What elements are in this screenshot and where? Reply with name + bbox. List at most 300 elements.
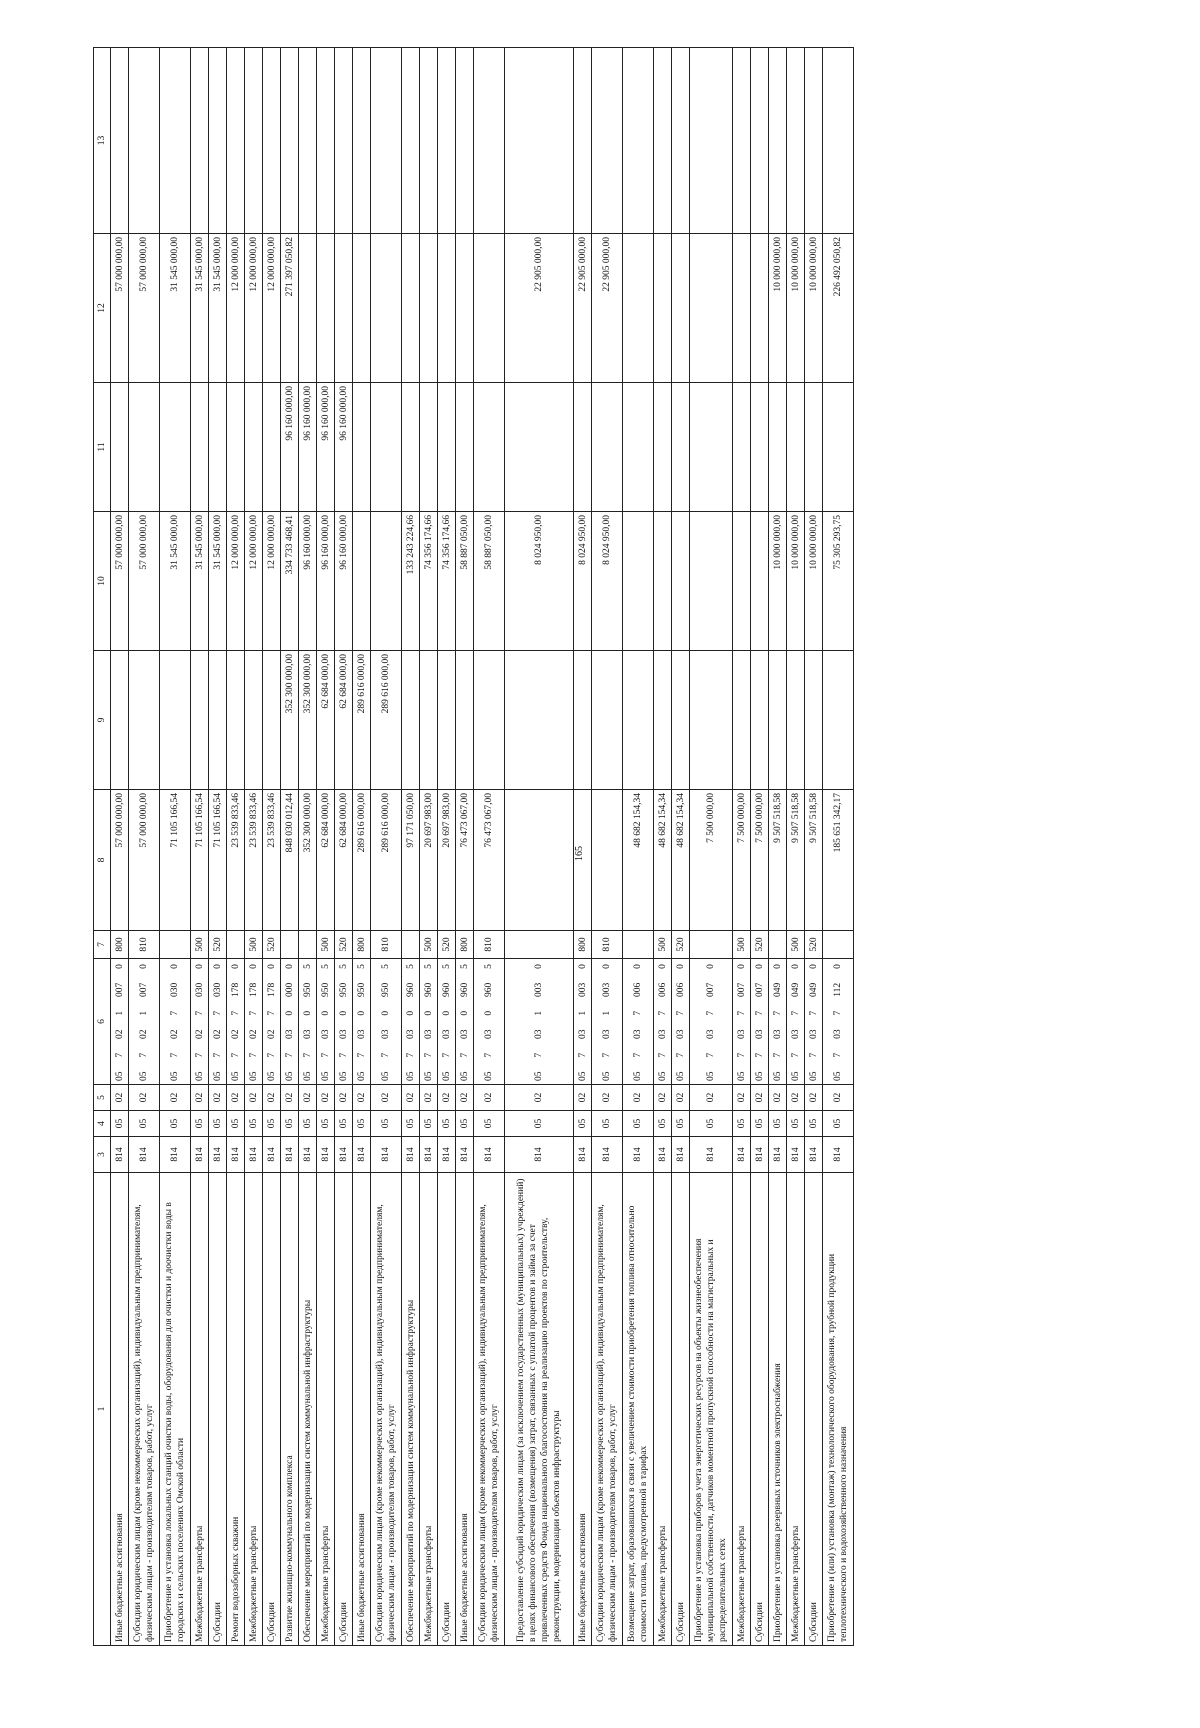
admin-code-cell: 814 — [592, 1137, 623, 1173]
amount-col-9-cell — [263, 651, 281, 790]
expense-type-cell — [823, 931, 854, 959]
amount-col-10-cell: 133 243 224,66 — [402, 512, 420, 651]
amount-col-9-cell — [111, 651, 129, 790]
amount-col-8-cell: 23 539 833,46 — [263, 790, 281, 931]
amount-col-8-cell: 23 539 833,46 — [227, 790, 245, 931]
amount-col-8-cell: 71 105 166,54 — [160, 790, 191, 931]
row-name-cell: Иные бюджетные ассигнования — [456, 1173, 474, 1646]
amount-col-10-cell: 58 887 050,00 — [474, 512, 505, 651]
target-article-part: 960 — [459, 982, 470, 997]
row-name-cell: Межбюджетные трансферты — [317, 1173, 335, 1646]
admin-code-cell: 814 — [474, 1137, 505, 1173]
target-article-part: 0 — [423, 1010, 434, 1016]
amount-col-8-cell: 185 651 342,17 — [823, 790, 854, 931]
target-article-parts — [338, 962, 350, 1081]
amount-col-8-cell: 57 000 000,00 — [129, 790, 160, 931]
target-article-part: 05 — [657, 1071, 668, 1081]
row-name-cell: Межбюджетные трансферты — [654, 1173, 672, 1646]
target-article-cell — [402, 959, 420, 1085]
section-code-cell: 05 — [227, 1111, 245, 1137]
target-article-part: 007 — [706, 982, 716, 997]
row-name-cell: Субсидии — [805, 1173, 823, 1646]
expense-type-cell: 520 — [805, 931, 823, 959]
section-code-cell: 05 — [160, 1111, 191, 1137]
target-article-cell — [227, 959, 245, 1085]
subsection-code-cell: 02 — [438, 1085, 456, 1111]
table-row — [129, 48, 160, 1646]
target-article-part: 0 — [706, 964, 716, 969]
target-article-part: 950 — [302, 982, 313, 997]
table-row — [574, 48, 592, 1646]
table-row — [111, 48, 129, 1646]
target-article-part: 178 — [248, 982, 259, 997]
target-article-part: 7 — [736, 1052, 747, 1058]
amount-col-13-cell — [672, 48, 690, 234]
amount-col-10-cell — [672, 512, 690, 651]
target-article-part: 03 — [706, 1029, 716, 1039]
expense-type-cell: 810 — [371, 931, 402, 959]
admin-code-cell: 814 — [690, 1137, 733, 1173]
amount-col-10-cell: 96 160 000,00 — [299, 512, 317, 651]
target-article-part: 03 — [405, 1029, 416, 1039]
expense-type-cell — [769, 931, 787, 959]
subsection-code-cell: 02 — [245, 1085, 263, 1111]
col-header-7: 7 — [94, 931, 111, 959]
amount-col-12-cell — [353, 234, 371, 383]
target-article-cell — [209, 959, 227, 1085]
amount-col-11-cell — [263, 383, 281, 512]
row-name-cell: Межбюджетные трансферты — [733, 1173, 751, 1646]
target-article-part: 7 — [808, 1010, 819, 1016]
target-article-part: 03 — [675, 1029, 686, 1039]
table-row — [505, 48, 574, 1646]
target-article-part: 5 — [484, 964, 494, 969]
expense-type-cell: 810 — [474, 931, 505, 959]
amount-col-8-cell: 9 507 518,58 — [769, 790, 787, 931]
target-article-part: 7 — [212, 1010, 223, 1016]
target-article-part: 049 — [808, 982, 819, 997]
table-row — [787, 48, 805, 1646]
amount-col-8-cell: 848 030 012,44 — [281, 790, 299, 931]
target-article-parts — [705, 962, 717, 1081]
section-code-cell: 05 — [672, 1111, 690, 1137]
target-article-part: 7 — [833, 1052, 843, 1058]
target-article-part: 5 — [423, 964, 434, 969]
target-article-part: 03 — [736, 1029, 747, 1039]
target-article-parts — [632, 962, 644, 1081]
table-row — [623, 48, 654, 1646]
amount-col-10-cell: 10 000 000,00 — [787, 512, 805, 651]
table-row — [733, 48, 751, 1646]
expense-type-cell: 800 — [111, 931, 129, 959]
target-article-part: 0 — [405, 1010, 416, 1016]
target-article-part: 7 — [633, 1052, 643, 1058]
amount-col-8-cell: 7 500 000,00 — [751, 790, 769, 931]
col-header-11: 11 — [94, 383, 111, 512]
amount-col-13-cell — [769, 48, 787, 234]
amount-col-9-cell — [787, 651, 805, 790]
table-row — [592, 48, 623, 1646]
amount-col-12-cell — [402, 234, 420, 383]
target-article-part: 7 — [302, 1052, 313, 1058]
amount-col-13-cell — [227, 48, 245, 234]
target-article-parts — [284, 962, 296, 1081]
target-article-part: 178 — [266, 982, 277, 997]
target-article-parts — [533, 962, 545, 1081]
target-article-part: 0 — [284, 964, 295, 969]
target-article-part: 7 — [212, 1052, 223, 1058]
amount-col-8-cell: 48 682 154,34 — [623, 790, 654, 931]
admin-code-cell: 814 — [654, 1137, 672, 1173]
target-article-part: 05 — [675, 1071, 686, 1081]
amount-col-10-cell: 12 000 000,00 — [263, 512, 281, 651]
row-name-cell: Субсидии — [335, 1173, 353, 1646]
target-article-part: 03 — [833, 1029, 843, 1039]
col-header-6: 6 — [94, 959, 111, 1085]
amount-col-9-cell — [505, 651, 574, 790]
amount-col-13-cell — [438, 48, 456, 234]
target-article-part: 02 — [230, 1029, 241, 1039]
target-article-parts — [772, 962, 784, 1081]
expense-type-cell — [690, 931, 733, 959]
amount-col-13-cell — [191, 48, 209, 234]
amount-col-11-cell — [672, 383, 690, 512]
col-header-1: 1 — [94, 1173, 111, 1646]
row-name-cell: Обеспечение мероприятий по модернизации систем коммунальной инфраструктуры — [299, 1173, 317, 1646]
amount-col-13-cell — [160, 48, 191, 234]
amount-col-13-cell — [654, 48, 672, 234]
target-article-parts — [266, 962, 278, 1081]
row-name-cell: Иные бюджетные ассигнования — [574, 1173, 592, 1646]
target-article-part: 0 — [772, 964, 783, 969]
target-article-part: 05 — [194, 1071, 205, 1081]
target-article-part: 05 — [114, 1071, 125, 1081]
target-article-part: 03 — [356, 1029, 367, 1039]
subsection-code-cell: 02 — [654, 1085, 672, 1111]
section-code-cell: 05 — [474, 1111, 505, 1137]
amount-col-12-cell: 57 000 000,00 — [111, 234, 129, 383]
subsection-code-cell: 02 — [733, 1085, 751, 1111]
target-article-cell — [574, 959, 592, 1085]
table-row — [299, 48, 317, 1646]
amount-col-11-cell: 96 160 000,00 — [335, 383, 353, 512]
amount-col-9-cell — [160, 651, 191, 790]
table-row — [160, 48, 191, 1646]
admin-code-cell: 814 — [505, 1137, 574, 1173]
admin-code-cell: 814 — [672, 1137, 690, 1173]
target-article-part: 7 — [170, 1010, 180, 1016]
target-article-part: 5 — [338, 964, 349, 969]
expense-type-cell: 520 — [751, 931, 769, 959]
target-article-part: 05 — [284, 1071, 295, 1081]
amount-col-9-cell — [751, 651, 769, 790]
amount-col-13-cell — [823, 48, 854, 234]
target-article-part: 049 — [790, 982, 801, 997]
amount-col-9-cell: 352 300 000,00 — [281, 651, 299, 790]
target-article-part: 7 — [248, 1010, 259, 1016]
target-article-parts — [423, 962, 435, 1081]
amount-col-9-cell — [209, 651, 227, 790]
amount-col-11-cell — [160, 383, 191, 512]
col-header-9: 9 — [94, 651, 111, 790]
table-row — [474, 48, 505, 1646]
table-row — [335, 48, 353, 1646]
amount-col-10-cell — [371, 512, 402, 651]
target-article-part: 7 — [675, 1052, 686, 1058]
target-article-part: 7 — [790, 1010, 801, 1016]
subsection-code-cell: 02 — [263, 1085, 281, 1111]
target-article-cell — [263, 959, 281, 1085]
target-article-part: 7 — [772, 1052, 783, 1058]
target-article-part: 05 — [790, 1071, 801, 1081]
target-article-cell — [245, 959, 263, 1085]
amount-col-8-cell: 352 300 000,00 — [299, 790, 317, 931]
subsection-code-cell: 02 — [371, 1085, 402, 1111]
target-article-part: 5 — [320, 964, 331, 969]
row-name-cell: Субсидии юридическим лицам (кроме некоммерческих организаций), индивидуальным предпринимателям, физическим лицам - производителям товаров, работ, услуг — [129, 1173, 160, 1646]
table-row — [823, 48, 854, 1646]
target-article-part: 7 — [284, 1052, 295, 1058]
amount-col-8-cell: 57 000 000,00 — [111, 790, 129, 931]
amount-col-10-cell: 57 000 000,00 — [129, 512, 160, 651]
target-article-part: 006 — [675, 982, 686, 997]
col-header-3: 3 — [94, 1137, 111, 1173]
target-article-part: 003 — [534, 982, 544, 997]
amount-col-12-cell: 31 545 000,00 — [191, 234, 209, 383]
target-article-part: 0 — [320, 1010, 331, 1016]
target-article-part: 7 — [194, 1010, 205, 1016]
target-article-cell — [733, 959, 751, 1085]
section-code-cell: 05 — [823, 1111, 854, 1137]
amount-col-9-cell — [402, 651, 420, 790]
amount-col-8-cell: 71 105 166,54 — [191, 790, 209, 931]
target-article-part: 03 — [484, 1029, 494, 1039]
amount-col-12-cell — [299, 234, 317, 383]
amount-col-10-cell: 10 000 000,00 — [805, 512, 823, 651]
amount-col-9-cell — [733, 651, 751, 790]
amount-col-8-cell: 7 500 000,00 — [690, 790, 733, 931]
subsection-code-cell: 02 — [191, 1085, 209, 1111]
amount-col-9-cell — [227, 651, 245, 790]
amount-col-11-cell — [592, 383, 623, 512]
section-code-cell: 05 — [371, 1111, 402, 1137]
amount-col-13-cell — [474, 48, 505, 234]
amount-col-9-cell — [769, 651, 787, 790]
target-article-parts — [169, 962, 181, 1081]
target-article-part: 030 — [170, 982, 180, 997]
amount-col-13-cell — [317, 48, 335, 234]
target-article-parts — [194, 962, 206, 1081]
target-article-part: 0 — [808, 964, 819, 969]
amount-col-13-cell — [129, 48, 160, 234]
target-article-parts — [754, 962, 766, 1081]
amount-col-11-cell — [420, 383, 438, 512]
amount-col-12-cell — [474, 234, 505, 383]
target-article-part: 178 — [230, 982, 241, 997]
target-article-part: 7 — [602, 1052, 612, 1058]
admin-code-cell: 814 — [299, 1137, 317, 1173]
expense-type-cell — [160, 931, 191, 959]
col-header-13: 13 — [94, 48, 111, 234]
amount-col-8-cell: 9 507 518,58 — [805, 790, 823, 931]
row-name-cell: Развитие жилищно-коммунального комплекса — [281, 1173, 299, 1646]
target-article-part: 05 — [338, 1071, 349, 1081]
amount-col-13-cell — [456, 48, 474, 234]
amount-col-13-cell — [623, 48, 654, 234]
target-article-part: 03 — [577, 1029, 588, 1039]
amount-col-9-cell — [690, 651, 733, 790]
amount-col-10-cell — [690, 512, 733, 651]
amount-col-13-cell — [353, 48, 371, 234]
expense-type-cell: 810 — [129, 931, 160, 959]
section-code-cell: 05 — [592, 1111, 623, 1137]
target-article-part: 03 — [633, 1029, 643, 1039]
amount-col-11-cell — [823, 383, 854, 512]
amount-col-13-cell — [805, 48, 823, 234]
admin-code-cell: 814 — [733, 1137, 751, 1173]
amount-col-12-cell: 22 905 000,00 — [592, 234, 623, 383]
target-article-part: 0 — [790, 964, 801, 969]
target-article-part: 0 — [459, 1010, 470, 1016]
amount-col-10-cell: 75 305 293,75 — [823, 512, 854, 651]
target-article-part: 0 — [381, 1010, 391, 1016]
subsection-code-cell: 02 — [227, 1085, 245, 1111]
target-article-part: 950 — [356, 982, 367, 997]
expense-type-cell — [623, 931, 654, 959]
expense-type-cell: 500 — [317, 931, 335, 959]
amount-col-9-cell — [420, 651, 438, 790]
amount-col-10-cell: 58 887 050,00 — [456, 512, 474, 651]
target-article-part: 7 — [405, 1052, 416, 1058]
amount-col-11-cell — [353, 383, 371, 512]
amount-col-13-cell — [402, 48, 420, 234]
table-row — [281, 48, 299, 1646]
target-article-part: 05 — [602, 1071, 612, 1081]
amount-col-9-cell: 62 684 000,00 — [317, 651, 335, 790]
amount-col-10-cell — [733, 512, 751, 651]
target-article-part: 1 — [139, 1010, 149, 1016]
amount-col-8-cell: 289 616 000,00 — [353, 790, 371, 931]
expense-type-cell: 520 — [209, 931, 227, 959]
admin-code-cell: 814 — [371, 1137, 402, 1173]
target-article-part: 7 — [170, 1052, 180, 1058]
amount-col-9-cell — [574, 651, 592, 790]
amount-col-11-cell — [733, 383, 751, 512]
page-number: 165 — [574, 846, 585, 861]
target-article-cell — [335, 959, 353, 1085]
amount-col-10-cell: 31 545 000,00 — [160, 512, 191, 651]
target-article-part: 03 — [381, 1029, 391, 1039]
rotated-page-content — [93, 48, 1160, 1646]
amount-col-11-cell — [227, 383, 245, 512]
admin-code-cell: 814 — [281, 1137, 299, 1173]
target-article-part: 1 — [577, 1010, 588, 1016]
amount-col-12-cell — [420, 234, 438, 383]
target-article-parts — [230, 962, 242, 1081]
target-article-part: 03 — [790, 1029, 801, 1039]
target-article-part: 7 — [706, 1052, 716, 1058]
target-article-cell — [317, 959, 335, 1085]
amount-col-8-cell: 76 473 067,00 — [456, 790, 474, 931]
target-article-part: 7 — [657, 1010, 668, 1016]
amount-col-8-cell: 48 682 154,34 — [672, 790, 690, 931]
amount-col-10-cell — [623, 512, 654, 651]
subsection-code-cell: 02 — [751, 1085, 769, 1111]
target-article-part: 03 — [602, 1029, 612, 1039]
amount-col-10-cell — [353, 512, 371, 651]
target-article-part: 7 — [736, 1010, 747, 1016]
section-code-cell: 05 — [654, 1111, 672, 1137]
target-article-part: 05 — [266, 1071, 277, 1081]
target-article-cell — [805, 959, 823, 1085]
target-article-part: 0 — [194, 964, 205, 969]
amount-col-9-cell: 62 684 000,00 — [335, 651, 353, 790]
target-article-parts — [114, 962, 126, 1081]
subsection-code-cell: 02 — [456, 1085, 474, 1111]
subsection-code-cell: 02 — [592, 1085, 623, 1111]
amount-col-11-cell — [654, 383, 672, 512]
target-article-part: 950 — [338, 982, 349, 997]
amount-col-12-cell — [733, 234, 751, 383]
target-article-cell — [420, 959, 438, 1085]
row-name-cell: Субсидии — [438, 1173, 456, 1646]
amount-col-11-cell — [209, 383, 227, 512]
target-article-part: 0 — [230, 964, 241, 969]
amount-col-13-cell — [505, 48, 574, 234]
target-article-parts — [483, 962, 495, 1081]
amount-col-13-cell — [733, 48, 751, 234]
section-code-cell: 05 — [129, 1111, 160, 1137]
subsection-code-cell: 02 — [209, 1085, 227, 1111]
target-article-part: 0 — [633, 964, 643, 969]
target-article-part: 7 — [441, 1052, 452, 1058]
section-code-cell: 05 — [263, 1111, 281, 1137]
target-article-part: 02 — [170, 1029, 180, 1039]
amount-col-12-cell — [690, 234, 733, 383]
amount-col-11-cell — [805, 383, 823, 512]
target-article-part: 0 — [114, 964, 125, 969]
amount-col-11-cell: 96 160 000,00 — [299, 383, 317, 512]
amount-col-12-cell: 10 000 000,00 — [805, 234, 823, 383]
target-article-part: 007 — [139, 982, 149, 997]
row-name-cell: Субсидии — [751, 1173, 769, 1646]
amount-col-11-cell — [751, 383, 769, 512]
amount-col-12-cell — [456, 234, 474, 383]
section-code-cell: 05 — [787, 1111, 805, 1137]
target-article-part: 0 — [833, 964, 843, 969]
amount-col-10-cell: 12 000 000,00 — [227, 512, 245, 651]
target-article-part: 960 — [423, 982, 434, 997]
amount-col-10-cell: 10 000 000,00 — [769, 512, 787, 651]
expense-type-cell: 520 — [438, 931, 456, 959]
target-article-part: 007 — [754, 982, 765, 997]
amount-col-9-cell — [823, 651, 854, 790]
amount-col-10-cell: 31 545 000,00 — [209, 512, 227, 651]
amount-col-8-cell: 9 507 518,58 — [787, 790, 805, 931]
target-article-part: 05 — [302, 1071, 313, 1081]
target-article-part: 7 — [381, 1052, 391, 1058]
target-article-part: 05 — [170, 1071, 180, 1081]
target-article-part: 006 — [657, 982, 668, 997]
target-article-parts — [657, 962, 669, 1081]
amount-col-12-cell: 10 000 000,00 — [769, 234, 787, 383]
amount-col-12-cell: 271 397 050,82 — [281, 234, 299, 383]
table-row — [227, 48, 245, 1646]
target-article-part: 02 — [248, 1029, 259, 1039]
amount-col-12-cell: 12 000 000,00 — [245, 234, 263, 383]
col-header-10: 10 — [94, 512, 111, 651]
section-code-cell: 05 — [505, 1111, 574, 1137]
